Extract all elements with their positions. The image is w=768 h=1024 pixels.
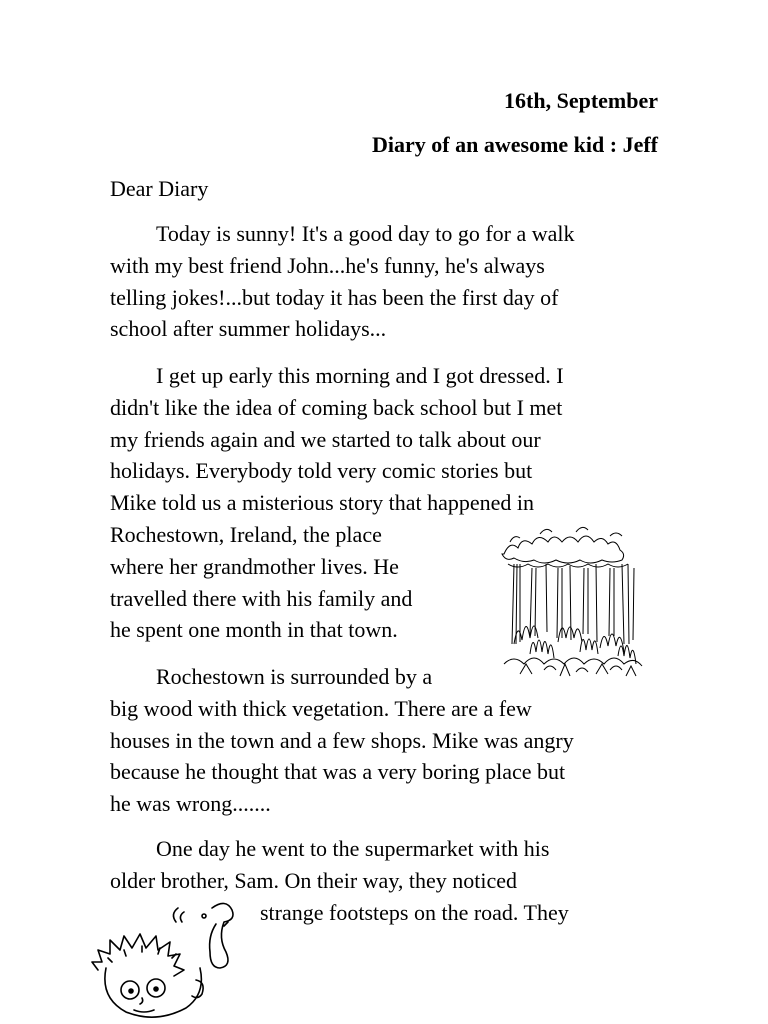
boy-cartoon-illustration xyxy=(84,898,254,1024)
text-line: I get up early this morning and I got dressed. I xyxy=(156,363,564,388)
text-line: Rochestown, Ireland, the place xyxy=(110,521,382,547)
text-line: Rochestown is surrounded by a xyxy=(156,664,433,689)
paragraph-1 xyxy=(110,218,658,345)
text-line: holidays. Everybody told very comic stories but xyxy=(110,458,533,484)
diary-salutation: Dear Diary xyxy=(110,176,209,201)
text-line: didn't like the idea of coming back school but I met xyxy=(110,394,563,420)
text-line: Mike told us a misterious story that happened in xyxy=(110,490,535,516)
text-line: where her grandmother lives. He xyxy=(110,553,399,579)
text-line: older brother, Sam. On their way, they noticed xyxy=(110,867,518,893)
text-line: school after summer holidays... xyxy=(110,316,387,342)
text-line: with my best friend John...he's funny, he's always xyxy=(110,252,545,278)
text-line: my friends again and we started to talk about our xyxy=(110,426,541,452)
text-line: travelled there with his family and xyxy=(110,585,413,611)
text-line: strange footsteps on the road. They xyxy=(260,899,569,925)
text-line: houses in the town and a few shops. Mike was angry xyxy=(110,727,574,753)
paragraph-3 xyxy=(110,661,658,820)
text-line: telling jokes!...but today it has been the first day of xyxy=(110,284,559,310)
diary-title: Diary of an awesome kid : Jeff xyxy=(372,132,658,157)
text-line: he was wrong....... xyxy=(110,791,271,817)
diary-date: 16th, September xyxy=(504,88,658,113)
text-line: big wood with thick vegetation. There are a few xyxy=(110,695,532,721)
text-line: One day he went to the supermarket with his xyxy=(156,836,550,861)
text-line: because he thought that was a very boring place but xyxy=(110,759,566,785)
text-line: he spent one month in that town. xyxy=(110,617,398,643)
text-line: Today is sunny! It's a good day to go for a walk xyxy=(156,221,575,246)
forest-illustration xyxy=(500,524,645,682)
